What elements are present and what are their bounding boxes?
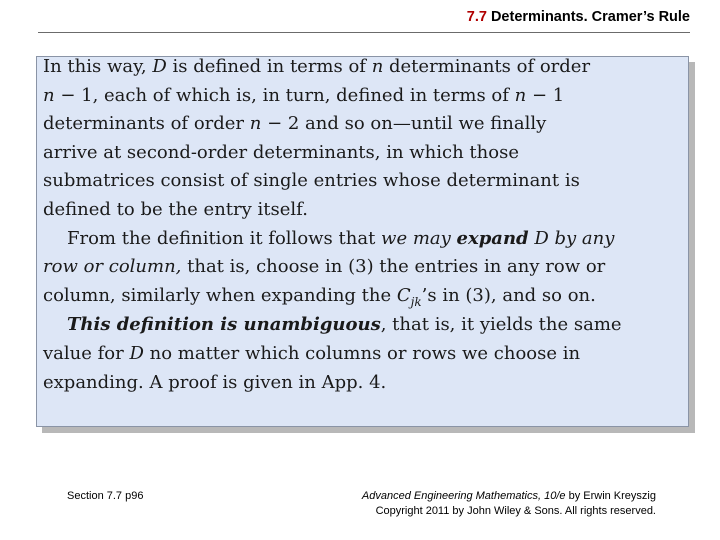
footer-book-title: Advanced Engineering Mathematics, 10/e [361,490,566,502]
body-line-5: submatrices consist of single entries whose determinant is [43,170,580,192]
body-line-1: In this way, D is defined in terms of n determinants of order [43,56,591,77]
section-title: Determinants. Cramer’s Rule [490,9,690,25]
body-line-12: expanding. A proof is given in App. 4. [43,371,387,393]
body-line-8: row or column, that is, choose in (3) the entries in any row or [43,256,606,278]
body-line-4: arrive at second-order determinants, in which those [43,141,519,163]
footer-citation [362,489,656,519]
body-text [43,53,693,397]
header-rule [38,32,690,33]
body-line-9: column, similarly when expanding the $C_{jk}’s$ in (3), and so on. [43,284,596,309]
body-line-2: n − 1, each of which is, in turn, defined in terms of n − 1 [43,84,565,106]
footer-section-ref: Section 7.7 p96 [67,490,144,502]
body-line-6: defined to be the entry itself. [43,198,308,220]
body-line-3: determinants of order n − 2 and so on—until we finally [43,113,547,135]
footer-copyright: Copyright 2011 by John Wiley & Sons. All rights reserved. [375,505,656,517]
body-line-11: value for D no matter which columns or rows we choose in [43,342,581,364]
footer-book-author: by Erwin Kreyszig [565,490,656,502]
body-line-10: This definition is unambiguous, that is, it yields the same [67,314,622,336]
body-line-7: From the definition it follows that we may expand D by any [67,227,615,249]
slide-header [467,9,690,25]
section-number: 7.7 [466,9,487,25]
footer-book-line [362,489,656,504]
